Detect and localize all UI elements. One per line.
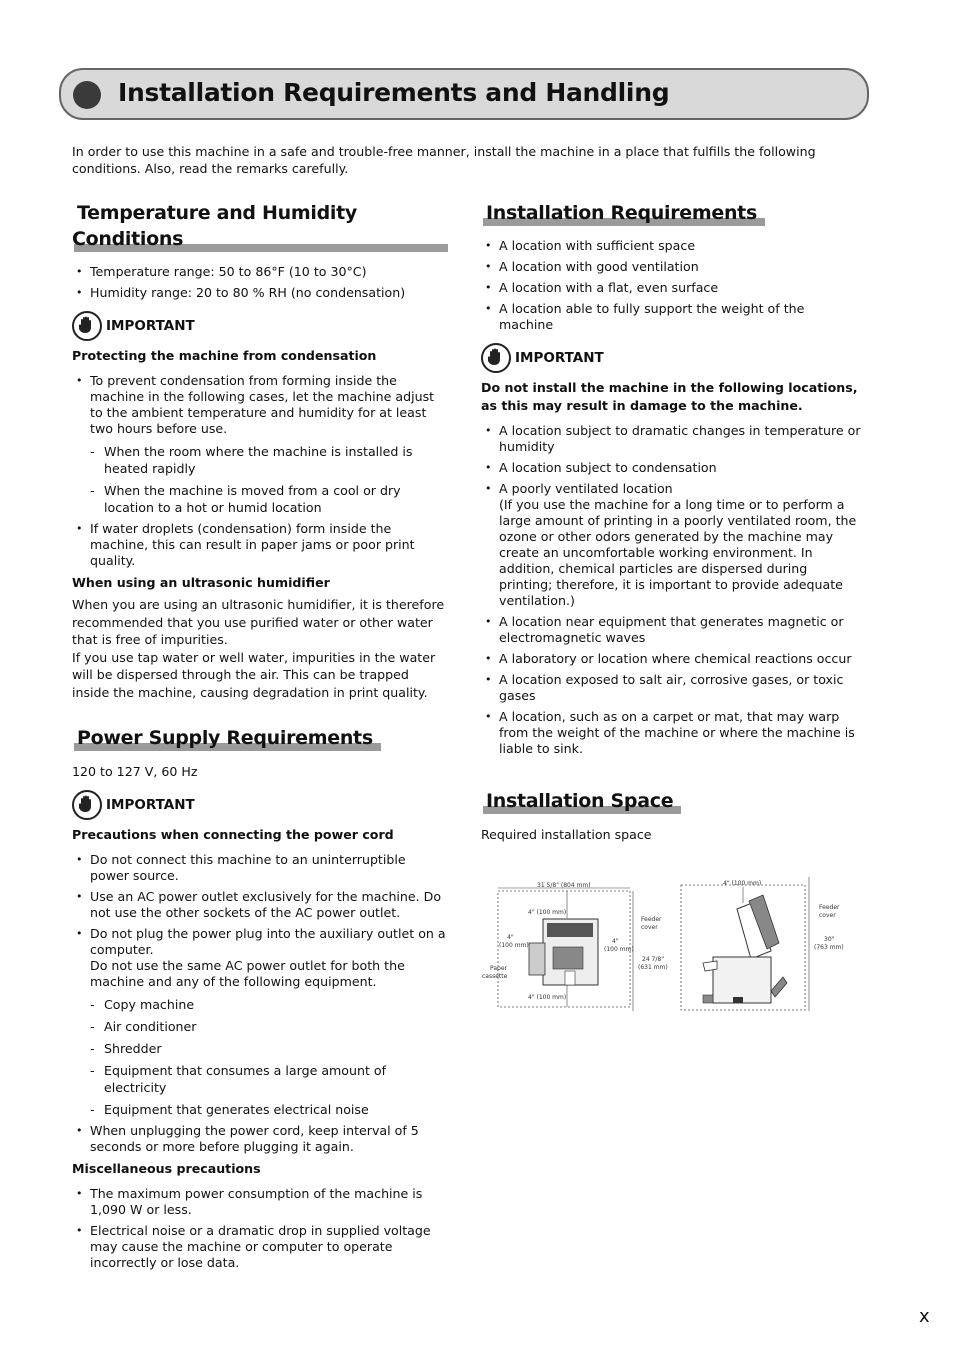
space-caption: Required installation space: [481, 827, 652, 842]
section-heading-space: Installation Space: [481, 788, 681, 814]
hand-stop-icon: [481, 343, 511, 373]
list-item: • Humidity range: 20 to 80 % RH (no condensation): [72, 285, 448, 301]
list-item: • A location exposed to salt air, corrosive gases, or toxic gases: [481, 672, 861, 704]
list-item: • A location, such as on a carpet or mat, that may warp from the weight of the machine or where the machine is liable to sink.: [481, 709, 861, 757]
list-item: • To prevent condensation from forming inside the machine in the following cases, let the machine adjust to the ambient temperature and humidity for at least two hours before use. - When the room where the machine is installed is heated rapidly - When the machine is moved from a cool or dry location to a hot or humid location: [72, 373, 448, 516]
sub-list-item: - Air conditioner: [90, 1018, 448, 1035]
sub-list-item: - When the room where the machine is installed is heated rapidly: [90, 443, 448, 477]
bullet-icon: [73, 81, 101, 109]
dimension-label: cover: [641, 924, 658, 931]
side-view: [681, 877, 844, 1011]
list-item: • The maximum power consumption of the machine is 1,090 W or less.: [72, 1186, 448, 1218]
important-heading: Precautions when connecting the power cord: [72, 827, 394, 842]
list-item: • A location with a flat, even surface: [481, 280, 861, 296]
list-item: • A location with sufficient space: [481, 238, 861, 254]
dimension-label: cover: [819, 912, 836, 919]
list-item: • Do not plug the power plug into the auxiliary outlet on a computer. Do not use the same AC power outlet for both the machine and any of the following equipment. - Copy machine - Air conditioner - Shredder - Equipment that consumes a large amount of electricity - Equipment that generates electrical noise: [72, 926, 448, 1118]
important-heading: Do not install the machine in the following locations, as this may result in damage to the machine.: [481, 380, 858, 413]
misc-list: [72, 1186, 448, 1271]
ultrasonic-paragraph: When you are using an ultrasonic humidifier, it is therefore recommended that you use purified water or other water that is free of impurities.: [72, 597, 445, 647]
dimension-label: 4": [507, 934, 514, 941]
important-note: IMPORTANT: [72, 790, 448, 820]
dimension-label: 30": [824, 936, 835, 943]
dimension-label: 4": [612, 938, 619, 945]
sub-list-item: - Equipment that generates electrical noise: [90, 1101, 448, 1118]
dimension-label: 31 5/8" (804 mm): [537, 882, 591, 889]
top-view: [482, 882, 668, 1011]
list-item: • Temperature range: 50 to 86°F (10 to 30°C): [72, 264, 448, 280]
page-title: Installation Requirements and Handling: [118, 78, 670, 107]
dimension-label: 4" (100 mm): [723, 880, 762, 887]
hand-stop-icon: [72, 790, 102, 820]
list-item: • A location subject to condensation: [481, 460, 861, 476]
sub-list-item: - Shredder: [90, 1040, 448, 1057]
sub-list-item: - When the machine is moved from a cool or dry location to a hot or humid location: [90, 482, 448, 516]
sub-list-item: - Copy machine: [90, 996, 448, 1013]
power-list: [72, 852, 448, 1155]
section-heading-temperature: Temperature and Humidity Conditions: [72, 200, 448, 252]
dimension-label: 4" (100 mm): [528, 994, 567, 1001]
dimension-label: Feeder: [819, 904, 840, 911]
hand-stop-icon: [72, 311, 102, 341]
installation-list: [481, 238, 861, 333]
temperature-list: [72, 264, 448, 301]
installation-space-diagram: [481, 873, 861, 1023]
ultrasonic-paragraph: If you use tap water or well water, impurities in the water will be dispersed through the air. This can be trapped inside the machine, causing degradation in print quality.: [72, 649, 436, 700]
dimension-label: (100 mm): [499, 942, 529, 949]
avoid-list: [481, 423, 861, 757]
list-item: • Do not connect this machine to an uninterruptible power source.: [72, 852, 448, 884]
ultrasonic-heading: When using an ultrasonic humidifier: [72, 575, 330, 590]
list-item: • A location near equipment that generates magnetic or electromagnetic waves: [481, 614, 861, 646]
dimension-label: Paper: [490, 965, 507, 972]
page-title-bar: [59, 68, 869, 120]
list-item: • A location subject to dramatic changes in temperature or humidity: [481, 423, 861, 455]
list-item: • A laboratory or location where chemical reactions occur: [481, 651, 861, 667]
dimension-label: Feeder: [641, 916, 662, 923]
section-heading-power: Power Supply Requirements: [72, 725, 381, 751]
list-item: • A location able to fully support the weight of the machine: [481, 301, 861, 333]
list-item: • When unplugging the power cord, keep interval of 5 seconds or more before plugging it again.: [72, 1123, 448, 1155]
right-column: [481, 200, 861, 1023]
dimension-label: 24 7/8": [642, 956, 664, 963]
intro-text: In order to use this machine in a safe and trouble-free manner, install the machine in a place that fulfills the following conditions. Also, read the remarks carefully.: [72, 144, 816, 176]
voltage-text: 120 to 127 V, 60 Hz: [72, 764, 198, 779]
section-heading-installation: Installation Requirements: [481, 200, 765, 226]
important-heading: Protecting the machine from condensation: [72, 348, 377, 363]
list-item: • Electrical noise or a dramatic drop in supplied voltage may cause the machine or computer to operate incorrectly or lose data.: [72, 1223, 448, 1271]
list-item: • A poorly ventilated location (If you use the machine for a long time or to perform a large amount of printing in a poorly ventilated room, the ozone or other odors generated by the machine may create an uncomfortable working environment. In addition, chemical particles are dispersed during printing; therefore, it is important to provide adequate ventilation.): [481, 481, 861, 609]
list-item: • If water droplets (condensation) form inside the machine, this can result in paper jams or poor print quality.: [72, 521, 448, 569]
sub-list-item: - Equipment that consumes a large amount of electricity: [90, 1062, 448, 1096]
left-column: [72, 200, 448, 1276]
dimension-label: (631 mm): [638, 964, 668, 971]
list-item: • Use an AC power outlet exclusively for the machine. Do not use the other sockets of the AC power outlet.: [72, 889, 448, 921]
space-diagram-svg: [481, 873, 861, 1023]
misc-heading: Miscellaneous precautions: [72, 1161, 261, 1176]
dimension-label: (100 mm): [604, 946, 634, 953]
page-number: x: [919, 1306, 930, 1327]
dimension-label: cassette: [482, 973, 508, 980]
important-note: IMPORTANT: [481, 343, 861, 373]
important-note: IMPORTANT: [72, 311, 448, 341]
condensation-list: [72, 373, 448, 569]
dimension-label: (763 mm): [814, 944, 844, 951]
list-item: • A location with good ventilation: [481, 259, 861, 275]
dimension-label: 4" (100 mm): [528, 909, 567, 916]
